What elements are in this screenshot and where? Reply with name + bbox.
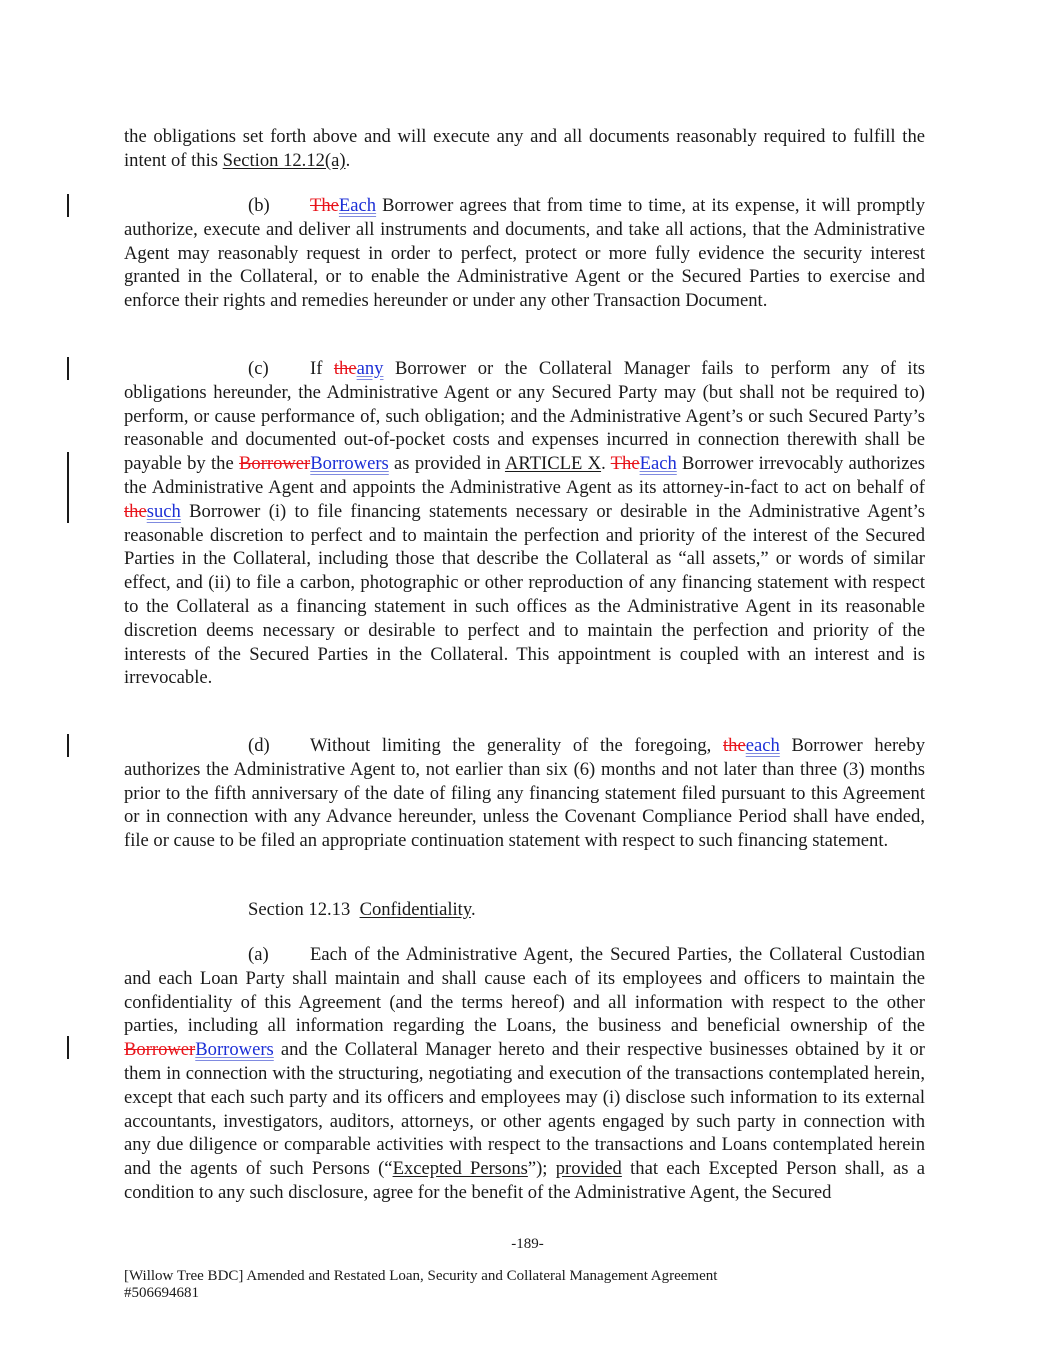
body-text: Borrower (i) to file financing statements necessary or desirable in the Administrative Agent’s reasonable discretion to perfect and to maintain the perfection and priority of the interest of the Secured Parties in the Collateral, including those that describe the Collateral as “all assets,” or words of similar effect, and (ii) to file a carbon, photographic or other reproduction of any financing statement with respect to the Collateral as a financing statement in such offices as the Administrative Agent in its reasonable discretion deems necessary or desirable to perfect and to maintain the perfection and priority of the interests of the Secured Parties in the Collateral. This appointment is coupled with an interest and is irrevocable. <box>124 500 925 689</box>
deleted-text: The <box>610 453 640 475</box>
defined-term: provided <box>555 1158 622 1180</box>
change-bar <box>67 452 69 523</box>
clause-label: (c) <box>248 358 269 379</box>
paragraph-d <box>124 734 925 853</box>
change-bar <box>67 357 69 380</box>
section-heading <box>124 898 925 922</box>
footer-doc-id: #506694681 <box>124 1285 199 1301</box>
body-text: the obligations set forth above and will execute any and all documents reasonably required to fulfill the intent of this <box>124 126 925 171</box>
inserted-text: Borrowers <box>310 453 389 475</box>
section-number: Section 12.13 <box>248 899 351 920</box>
inserted-text: each <box>745 735 780 756</box>
body-text: Without limiting the generality of the foregoing, <box>310 735 724 756</box>
footer-title: [Willow Tree BDC] Amended and Restated Loan, Security and Collateral Management Agreement <box>124 1268 718 1284</box>
paragraph-a <box>124 943 925 1205</box>
inserted-text: Each <box>639 453 677 475</box>
paragraph-b <box>124 194 925 313</box>
body-text: Borrower hereby authorizes the Administrative Agent to, not earlier than six (6) months and not later than three (3) months prior to the fifth anniversary of the date of filing any financing statement filed pursuant to this Agreement or in connection with any Advance hereunder, unless the Covenant Compliance Period shall have ended, file or cause to be filed an appropriate continuation statement with respect to such financing statement. <box>124 735 925 852</box>
body-text: Borrower or the Collateral Manager fails to perform any of its obligations hereunder, the Administrative Agent or any Secured Party may (but shall not be required to) perform, or cause performance of, such obligation; and the Administrative Agent’s or such Secured Party’s reasonable and documented out-of-pocket costs and expenses incurred in connection therewith shall be payable by the <box>124 358 925 475</box>
defined-term: Excepted Persons <box>392 1158 528 1180</box>
body-text: that each Excepted Person shall, as a condition to any such disclosure, agree for the benefit of the Administrative Agent, the Secured <box>124 1158 925 1203</box>
inserted-text: Each <box>338 195 377 216</box>
cross-reference-link[interactable]: Section 12.12(a) <box>222 149 346 171</box>
cross-reference-link[interactable]: ARTICLE X <box>504 453 602 475</box>
change-bar <box>67 194 69 217</box>
change-bar <box>67 734 69 757</box>
inserted-text: Borrowers <box>195 1039 274 1061</box>
deleted-text: the <box>723 735 746 756</box>
clause-label: (b) <box>248 195 270 216</box>
clause-label: (a) <box>248 944 269 965</box>
page-number: -189- <box>511 1236 544 1252</box>
body-text: Each of the Administrative Agent, the Secured Parties, the Collateral Custodian and each Loan Party shall maintain and shall cause each of its employees and officers to maintain the confidentiality of this Agreement (and the terms hereof) and all information with respect to the other parties, including all information regarding the Loans, the business and beneficial ownership of the <box>124 944 925 1037</box>
section-title: Confidentiality <box>359 899 471 920</box>
body-text: and the Collateral Manager hereto and their respective businesses obtained by it or them in connection with the structuring, negotiating and execution of the transactions contemplated herein, except that each such party and its officers and employees may (i) disclose such information to its external accountants, investigators, auditors, attorneys, or other agents engaged by such party in connection with any due diligence or comparable activities with respect to the transactions and Loans contemplated herein and the agents of such Persons (“ <box>124 1039 925 1180</box>
body-text: . <box>601 453 611 475</box>
deleted-text: the <box>333 358 357 379</box>
body-text: Borrower irrevocably authorizes the Administrative Agent and appoints the Administrative Agent as its attorney-in-fact to act on behalf of <box>124 453 925 498</box>
deleted-text: Borrower <box>239 453 311 475</box>
change-bar <box>67 1036 69 1059</box>
body-text: as provided in <box>388 453 505 475</box>
body-text: Borrower agrees that from time to time, at its expense, it will promptly authorize, execute and deliver all instruments and documents, and take all actions, that the Administrative Agent may reasonably request in order to perfect, protect or more fully evidence the security interest granted in the Collateral, or to enable the Administrative Agent or the Secured Parties to exercise and enforce their rights and remedies hereunder or under any other Transaction Document. <box>124 195 925 312</box>
body-text: . <box>345 149 351 171</box>
document-footer <box>124 1268 717 1302</box>
body-text: If <box>310 358 334 379</box>
paragraph-continuation <box>124 125 925 173</box>
body-text: ”); <box>527 1158 556 1180</box>
deleted-text: the <box>124 500 147 522</box>
section-title-period: . <box>470 899 476 920</box>
paragraph-c <box>124 357 925 690</box>
clause-label: (d) <box>248 735 270 756</box>
deleted-text: The <box>310 195 339 216</box>
inserted-text: any <box>356 358 384 379</box>
inserted-text: such <box>146 500 181 522</box>
deleted-text: Borrower <box>124 1039 196 1061</box>
